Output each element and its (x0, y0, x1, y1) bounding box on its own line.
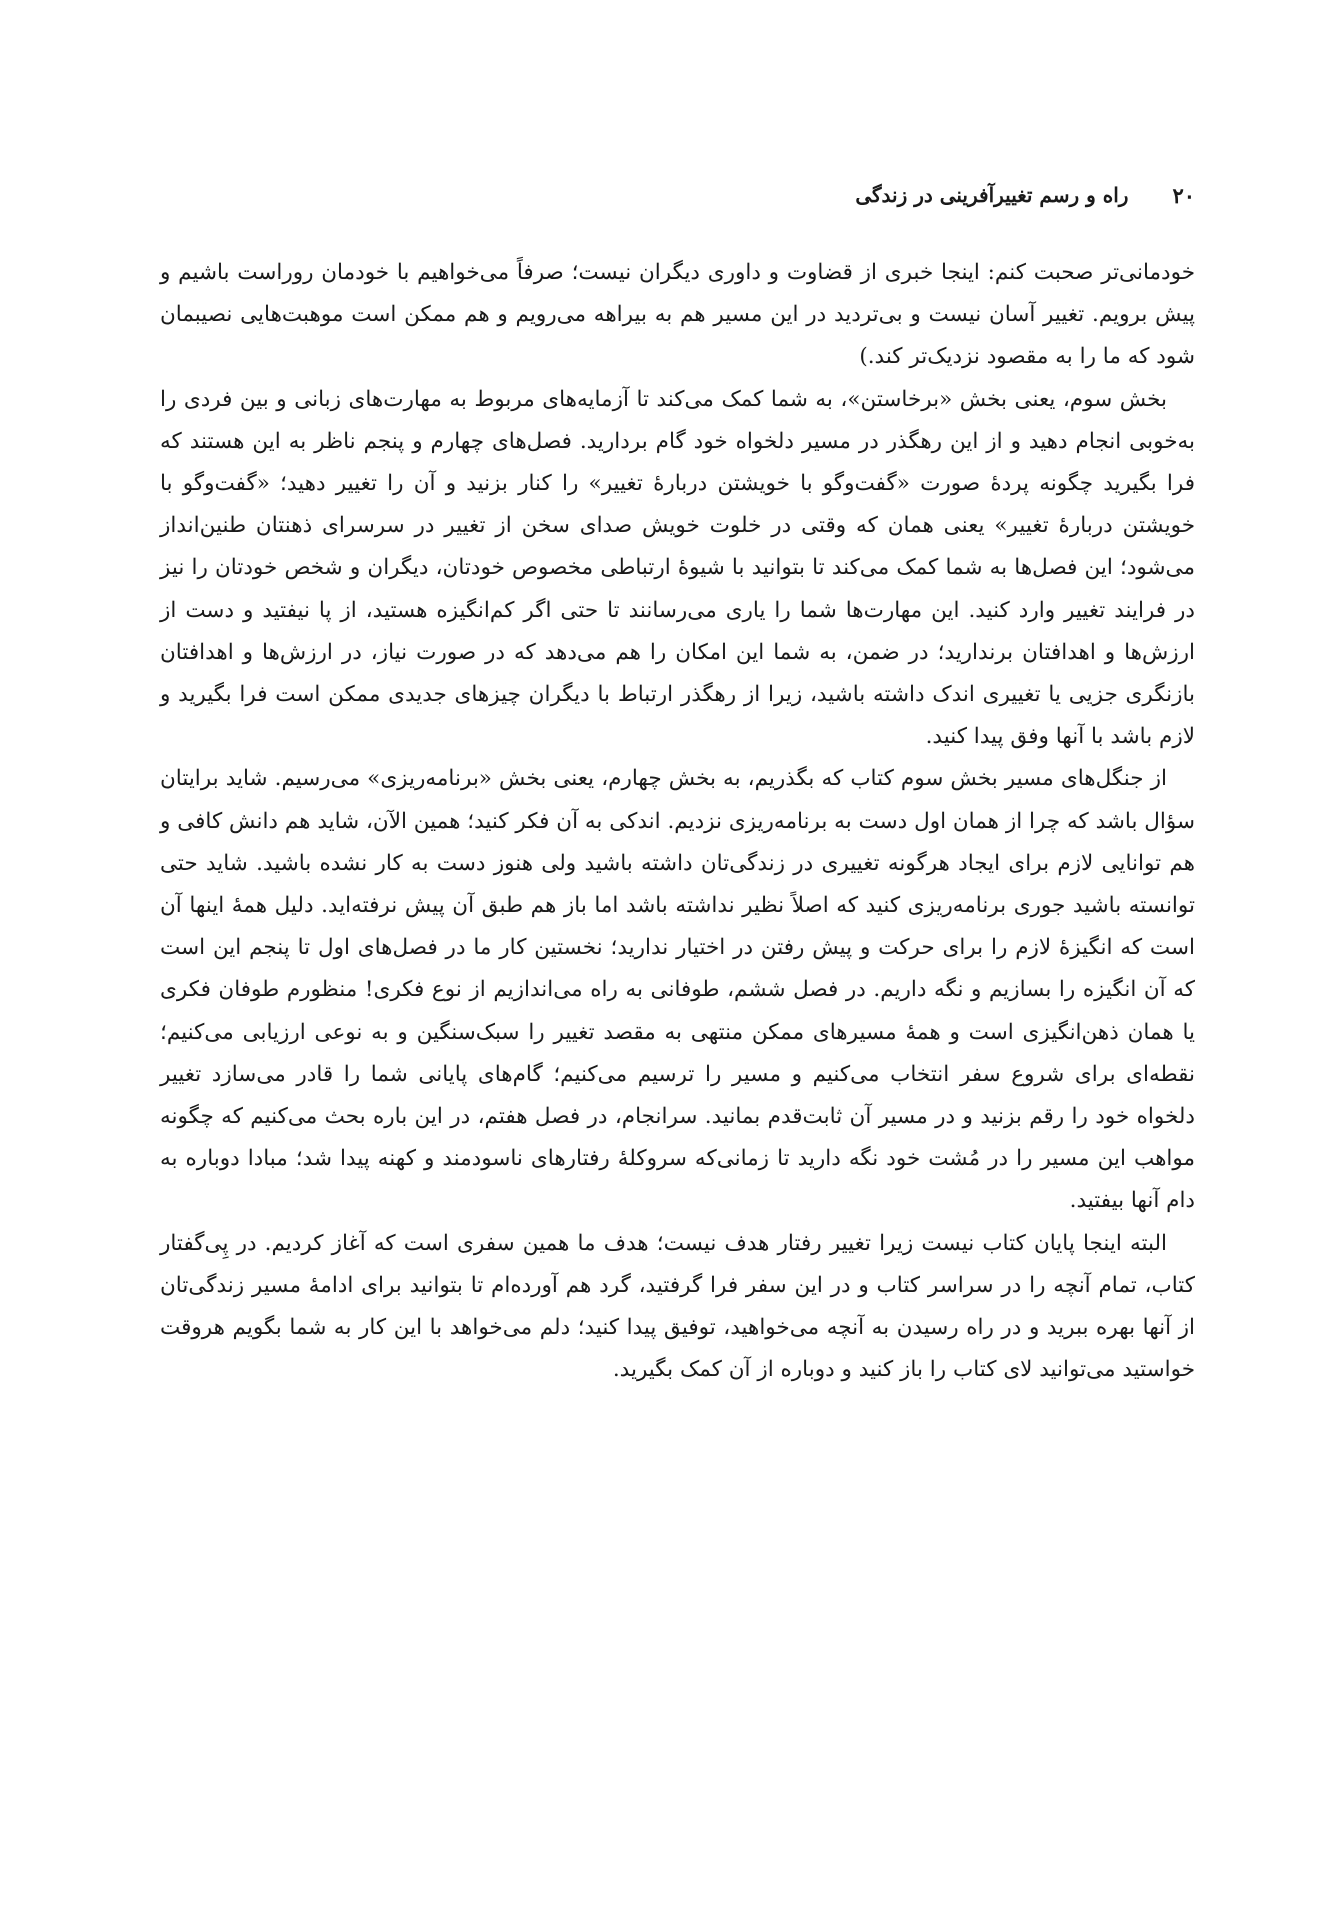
paragraph-2: بخش سوم، یعنی بخش «برخاستن»، به شما کمک می‌کند تا آزمایه‌های مربوط به مهارت‌های زبانی و بین فردی را به‌خوبی انجام دهید و از این رهگذر در مسیر دلخواه خود گام بردارید. فصل‌های چهارم و پنجم ناظر به این هستند که فرا بگیرید چگونه پردهٔ صورت «گفت‌وگو با خویشتن دربارهٔ تغییر» را کنار بزنید و آن را تغییر دهید؛ «گفت‌وگو با خویشتن دربارهٔ تغییر» یعنی همان که وقتی در خلوت خویش صدای سخن از تغییر در سرسرای ذهنتان طنین‌انداز می‌شود؛ این فصل‌ها به شما کمک می‌کند تا بتوانید با شیوهٔ ارتباطی مخصوص خودتان، دیگران و شخص خودتان را نیز در فرایند تغییر وارد کنید. این مهارت‌ها شما را یاری می‌رسانند تا حتی اگر کم‌انگیزه هستید، از پا نیفتید و دست از ارزش‌ها و اهدافتان برندارید؛ در ضمن، به شما این امکان را هم می‌دهد که در صورت نیاز، در ارزش‌ها و اهدافتان بازنگری جزیی یا تغییری اندک داشته باشید، زیرا از رهگذر ارتباط با دیگران چیزهای جدیدی ممکن است فرا بگیرید و لازم باشد با آنها وفق پیدا کنید. (160, 386, 1195, 750)
running-header (160, 178, 1195, 212)
body-text (160, 252, 1195, 1391)
paragraph-1: خودمانی‌تر صحبت کنم: اینجا خبری از قضاوت و داوری دیگران نیست؛ صرفاً می‌خواهیم با خودمان روراست باشیم و پیش برویم. تغییر آسان نیست و بی‌تردید در این مسیر هم به بیراهه می‌رویم و هم ممکن است موهبت‌هایی نصیبمان شود که ما را به مقصود نزدیک‌تر کند.) (160, 260, 1195, 370)
book-page (160, 0, 1195, 1930)
paragraph-3: از جنگل‌های مسیر بخش سوم کتاب که بگذریم، به بخش چهارم، یعنی بخش «برنامه‌ریزی» می‌رسیم. شاید برایتان سؤال باشد که چرا از همان اول دست به برنامه‌ریزی نزدیم. اندکی به آن فکر کنید؛ همین الآن، شاید هم دانش کافی و هم توانایی لازم برای ایجاد هرگونه تغییری در زندگی‌تان داشته باشید ولی هنوز دست به کار نشده باشید. شاید حتی توانسته باشید جوری برنامه‌ریزی کنید که اصلاً نظیر نداشته باشد اما باز هم طبق آن پیش نرفته‌اید. دلیل همهٔ اینها آن است که انگیزهٔ لازم را برای حرکت و پیش رفتن در اختیار ندارید؛ نخستین کار ما در فصل‌های اول تا پنجم این است که آن انگیزه را بسازیم و نگه داریم. در فصل ششم، طوفانی به راه می‌اندازیم از نوع فکری! منظورم طوفان فکری یا همان ذهن‌انگیزی است و همهٔ مسیرهای ممکن منتهی به مقصد تغییر را سبک‌سنگین و به نوعی ارزیابی می‌کنیم؛ نقطه‌ای برای شروع سفر انتخاب می‌کنیم و مسیر را ترسیم می‌کنیم؛ گام‌های پایانی شما را قادر می‌سازد تغییر دلخواه خود را رقم بزنید و در مسیر آن ثابت‌قدم بمانید. سرانجام، در فصل هفتم، در این باره بحث می‌کنیم که چگونه مواهب این مسیر را در مُشت خود نگه دارید تا زمانی‌که سروکلهٔ رفتارهای ناسودمند و کهنه پیدا شد؛ مبادا دوباره به دام آنها بیفتید. (160, 766, 1195, 1214)
running-title: راه و رسم تغییرآفرینی در زندگی (855, 183, 1129, 207)
paragraph-4: البته اینجا پایان کتاب نیست زیرا تغییر رفتار هدف نیست؛ هدف ما همین سفری است که آغاز کردیم. در پِی‌گفتار کتاب، تمام آنچه را در سراسر کتاب و در این سفر فرا گرفتید، گرد هم آورده‌ام تا بتوانید برای ادامهٔ مسیر زندگی‌تان از آنها بهره ببرید و در راه رسیدن به آنچه می‌خواهید، توفیق پیدا کنید؛ دلم می‌خواهد با این کار به شما بگویم هروقت خواستید می‌توانید لای کتاب را باز کنید و دوباره از آن کمک بگیرید. (160, 1230, 1195, 1383)
page-number: ۲۰ (1172, 182, 1195, 208)
